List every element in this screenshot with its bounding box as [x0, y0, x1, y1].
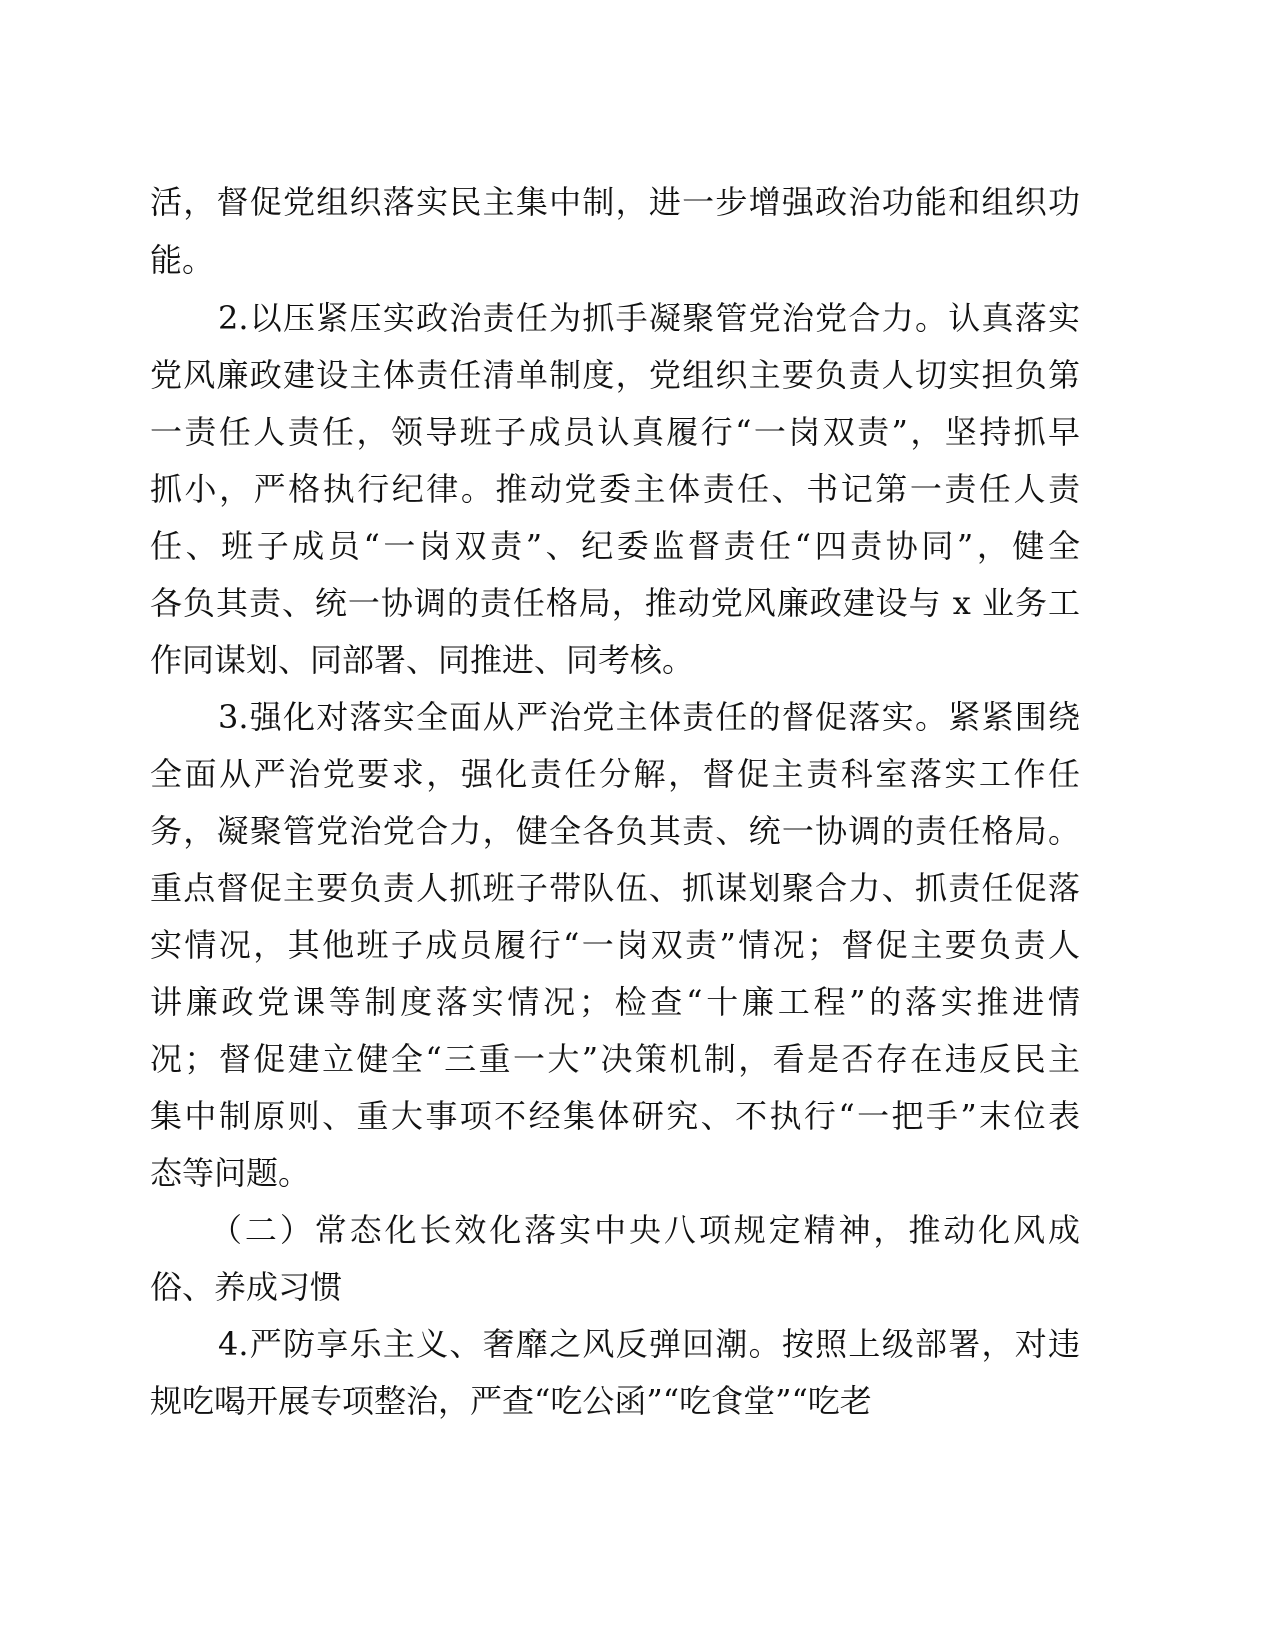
paragraph-line: 活，督促党组织落实民主集中制，进一步增强政治功能和组织功	[150, 183, 1080, 221]
paragraph-line: 全面从严治党要求，强化责任分解，督促主责科室落实工作任	[150, 755, 1080, 793]
paragraph-line: 党风廉政建设主体责任清单制度，党组织主要负责人切实担负第	[150, 356, 1080, 394]
paragraph-line: 一责任人责任，领导班子成员认真履行“一岗双责”，坚持抓早	[150, 413, 1080, 451]
paragraph-line: 集中制原则、重大事项不经集体研究、不执行“一把手”末位表	[150, 1097, 1080, 1135]
paragraph-line: 各负其责、统一协调的责任格局，推动党风廉政建设与 x 业务工	[150, 584, 1080, 622]
section-heading-line: （二）常态化长效化落实中央八项规定精神，推动化风成	[210, 1211, 1080, 1249]
paragraph-line: 重点督促主要负责人抓班子带队伍、抓谋划聚合力、抓责任促落	[150, 869, 1080, 907]
paragraph-line: 实情况，其他班子成员履行“一岗双责”情况；督促主要负责人	[150, 926, 1080, 964]
section-heading-line: 俗、养成习惯	[150, 1268, 343, 1306]
paragraph-line: 抓小，严格执行纪律。推动党委主体责任、书记第一责任人责	[150, 470, 1080, 508]
paragraph-line: 能。	[150, 241, 215, 279]
paragraph-line: 规吃喝开展专项整治，严查“吃公函”“吃食堂”“吃老	[150, 1382, 872, 1420]
paragraph-line: 3.强化对落实全面从严治党主体责任的督促落实。紧紧围绕	[218, 698, 1080, 736]
paragraph-line: 任、班子成员“一岗双责”、纪委监督责任“四责协同”，健全	[150, 527, 1080, 565]
paragraph-line: 务，凝聚管党治党合力，健全各负其责、统一协调的责任格局。	[150, 812, 1080, 850]
paragraph-line: 作同谋划、同部署、同推进、同考核。	[150, 641, 695, 679]
paragraph-line: 2.以压紧压实政治责任为抓手凝聚管党治党合力。认真落实	[218, 299, 1080, 337]
paragraph-line: 讲廉政党课等制度落实情况；检查“十廉工程”的落实推进情	[150, 983, 1080, 1021]
paragraph-line: 4.严防享乐主义、奢靡之风反弹回潮。按照上级部署，对违	[218, 1325, 1080, 1363]
paragraph-line: 况；督促建立健全“三重一大”决策机制，看是否存在违反民主	[150, 1040, 1080, 1078]
paragraph-line: 态等问题。	[150, 1154, 311, 1192]
